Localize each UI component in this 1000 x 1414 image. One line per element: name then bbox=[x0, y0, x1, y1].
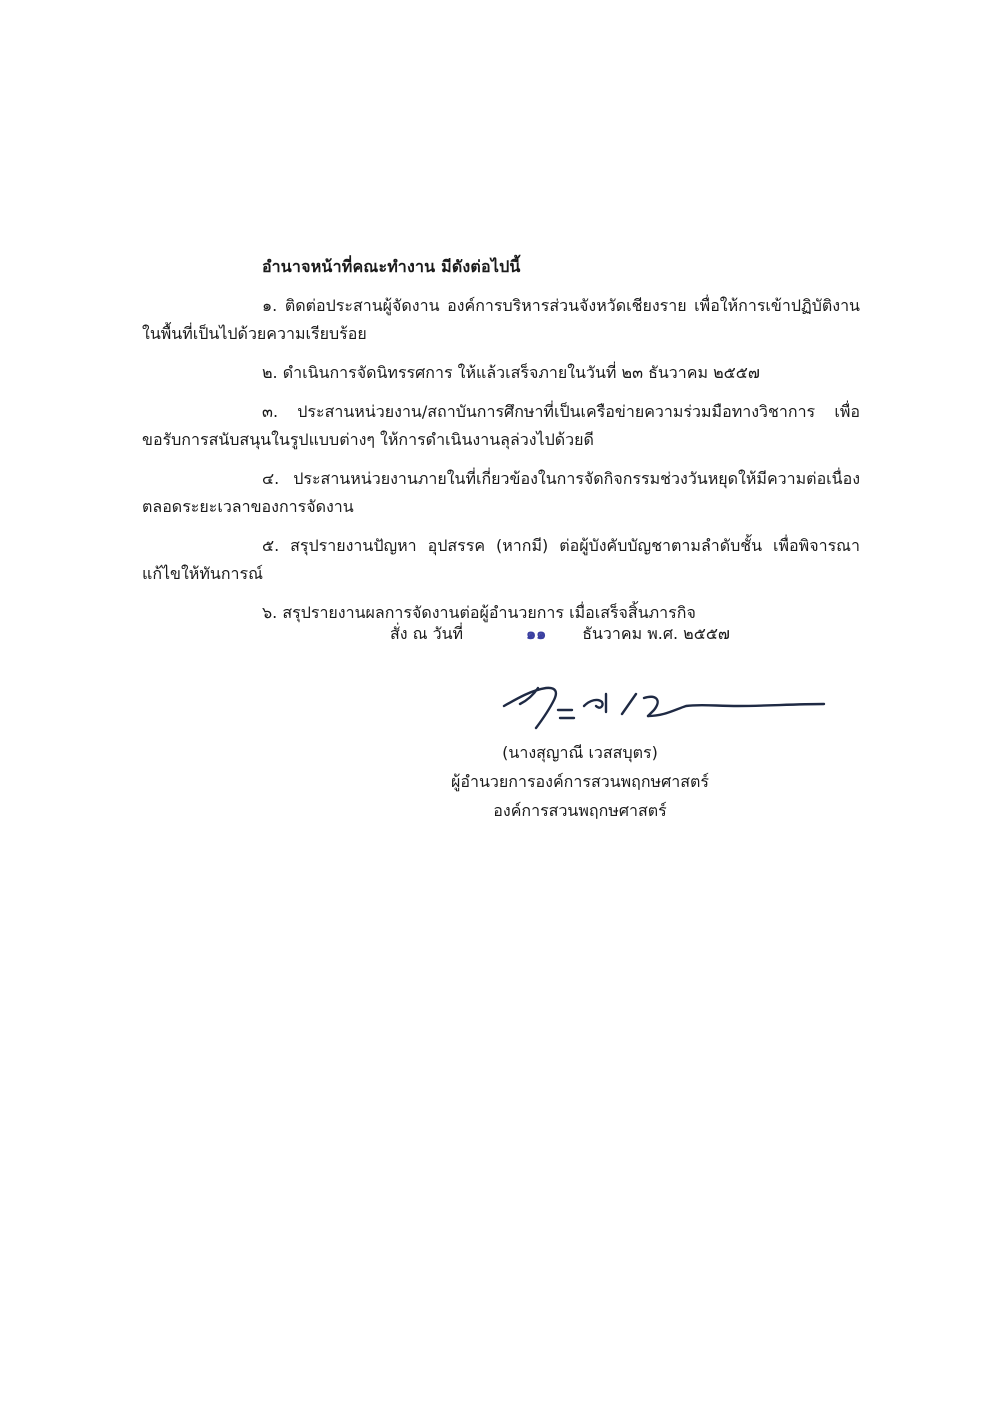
duty-item: ๑. ติดต่อประสานผู้จัดงาน องค์การบริหารส่วนจังหวัดเชียงราย เพื่อให้การเข้าปฏิบัติงานในพื้นที่เป็นไปด้วยความเรียบร้อย bbox=[142, 296, 860, 343]
signatory-position: ผู้อำนวยการองค์การสวนพฤกษศาสตร์ bbox=[451, 772, 709, 791]
signatory-name: (นางสุญาณี เวสสบุตร) bbox=[502, 743, 658, 762]
order-day: ๑๑ bbox=[525, 624, 547, 643]
duty-item: ๕. สรุปรายงานปัญหา อุปสรรค (หากมี) ต่อผู้บังคับบัญชาตามลำดับชั้น เพื่อพิจารณาแก้ไขให้ทันการณ์ bbox=[142, 536, 860, 583]
signature-block bbox=[430, 738, 730, 825]
handwritten-signature bbox=[498, 676, 828, 736]
duty-item: ๔. ประสานหน่วยงานภายในที่เกี่ยวข้องในการจัดกิจกรรมช่วงวันหยุดให้มีความต่อเนื่องตลอดระยะเวลาของการจัดงาน bbox=[142, 469, 860, 516]
order-month-year: ธันวาคม พ.ศ. ๒๕๕๗ bbox=[582, 624, 730, 643]
duty-item: ๒. ดำเนินการจัดนิทรรศการ ให้แล้วเสร็จภายในวันที่ ๒๓ ธันวาคม ๒๕๕๗ bbox=[262, 363, 760, 382]
duty-item: ๖. สรุปรายงานผลการจัดงานต่อผู้อำนวยการ เมื่อเสร็จสิ้นภารกิจ bbox=[262, 603, 696, 622]
order-date-line bbox=[390, 622, 730, 647]
duties-heading: อำนาจหน้าที่คณะทำงาน มีดังต่อไปนี้ bbox=[262, 257, 521, 276]
signatory-organization: องค์การสวนพฤกษศาสตร์ bbox=[493, 801, 667, 820]
duties-list bbox=[142, 292, 860, 638]
duty-item: ๓. ประสานหน่วยงาน/สถาบันการศึกษาที่เป็นเครือข่ายความร่วมมือทางวิชาการ เพื่อขอรับการสนับสนุนในรูปแบบต่างๆ ให้การดำเนินงานลุล่วงไปด้วยดี bbox=[142, 402, 860, 449]
order-date-prefix: สั่ง ณ วันที่ bbox=[390, 624, 464, 643]
